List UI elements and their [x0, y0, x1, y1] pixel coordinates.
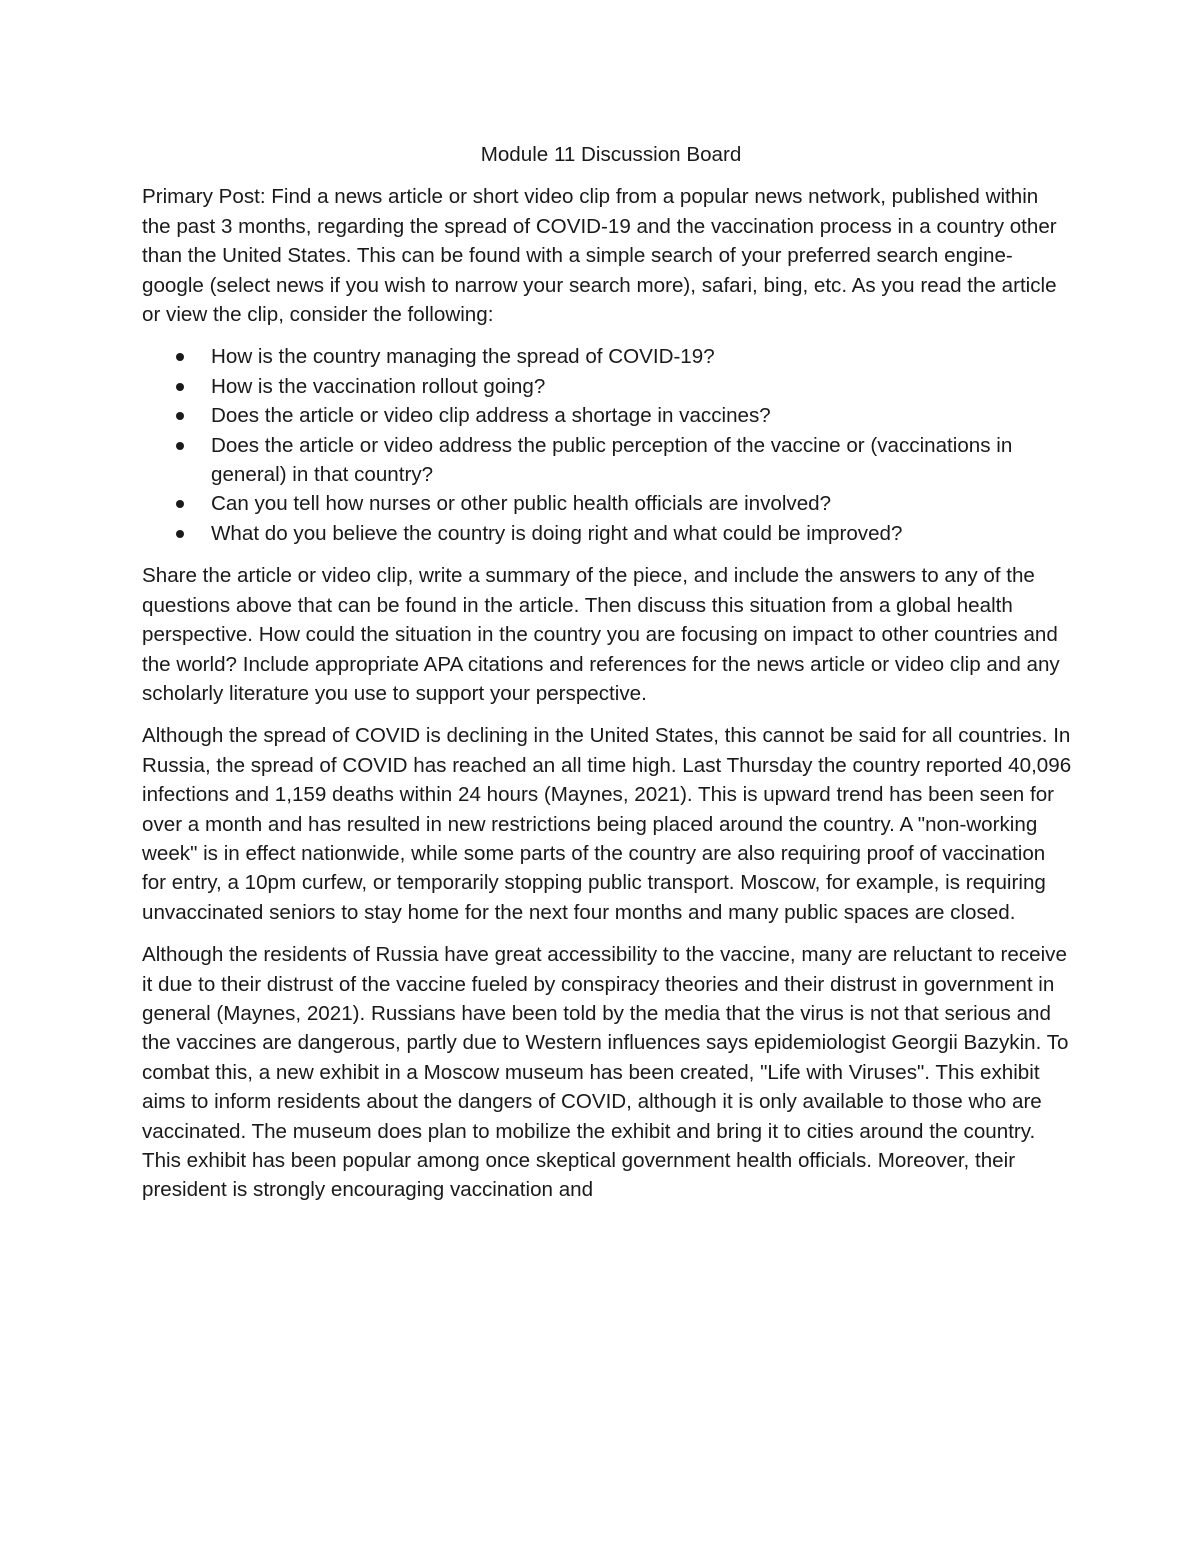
question-text: How is the vaccination rollout going? [211, 374, 546, 398]
response-paragraph-1: Although the spread of COVID is declining in the United States, this cannot be said for all countries. In Russia, the spread of COVID has reached an all time high. Last Thursday the country reported 40,096 infections and 1,159 deaths within 24 hours (Maynes, 2021). This is upward trend has been seen for over a month and has resulted in new restrictions being placed around the country. A "non-working week" is in effect nationwide, while some parts of the country are also requiring proof of vaccination for entry, a 10pm curfew, or temporarily stopping public transport. Moscow, for example, is requiring unvaccinated seniors to stay home for the next four months and many public spaces are closed. [142, 724, 1072, 924]
list-item [142, 401, 1072, 430]
question-text: How is the country managing the spread of COVID-19? [211, 345, 715, 369]
assignment-instructions: Share the article or video clip, write a summary of the piece, and include the answers to any of the questions above that can be found in the article. Then discuss this situation from a global health perspective. How could the situation in the country you are focusing on impact to other countries and the world? Include appropriate APA citations and references for the news article or video clip and any scholarly literature you use to support your perspective. [142, 564, 1060, 705]
bullet-icon [176, 530, 184, 538]
list-item [142, 431, 1072, 490]
bullet-icon [176, 500, 184, 508]
question-list [142, 342, 1072, 548]
document-body [142, 140, 1072, 1218]
bullet-icon [176, 442, 184, 450]
primary-post-prompt: Primary Post: Find a news article or short video clip from a popular news network, published within the past 3 months, regarding the spread of COVID-19 and the vaccination process in a country other than the United States. This can be found with a simple search of your preferred search engine- google (select news if you wish to narrow your search more), safari, bing, etc. As you read the article or view the clip, consider the following: [142, 185, 1057, 327]
question-text: Does the article or video address the public perception of the vaccine or (vaccinations in general) in that country? [211, 433, 1013, 487]
bullet-icon [176, 383, 184, 391]
list-item [142, 519, 1072, 548]
question-text: What do you believe the country is doing right and what could be improved? [211, 521, 903, 545]
document-title: Module 11 Discussion Board [480, 143, 742, 166]
response-paragraph-2: Although the residents of Russia have great accessibility to the vaccine, many are reluctant to receive it due to their distrust of the vaccine fueled by conspiracy theories and their distrust in government in general (Maynes, 2021). Russians have been told by the media that the virus is not that serious and the vaccines are dangerous, partly due to Western influences says epidemiologist Georgii Bazykin. To combat this, a new exhibit in a Moscow museum has been created, "Life with Viruses". This exhibit aims to inform residents about the dangers of COVID, although it is only available to those who are vaccinated. The museum does plan to mobilize the exhibit and bring it to cities around the country. This exhibit has been popular among once skeptical government health officials. Moreover, their president is strongly encouraging vaccination and [142, 943, 1069, 1202]
question-text: Can you tell how nurses or other public health officials are involved? [211, 492, 832, 516]
bullet-icon [176, 412, 184, 420]
question-text: Does the article or video clip address a shortage in vaccines? [211, 404, 771, 428]
list-item [142, 372, 1072, 401]
list-item [142, 489, 1072, 518]
bullet-icon [176, 353, 184, 361]
list-item [142, 342, 1072, 371]
